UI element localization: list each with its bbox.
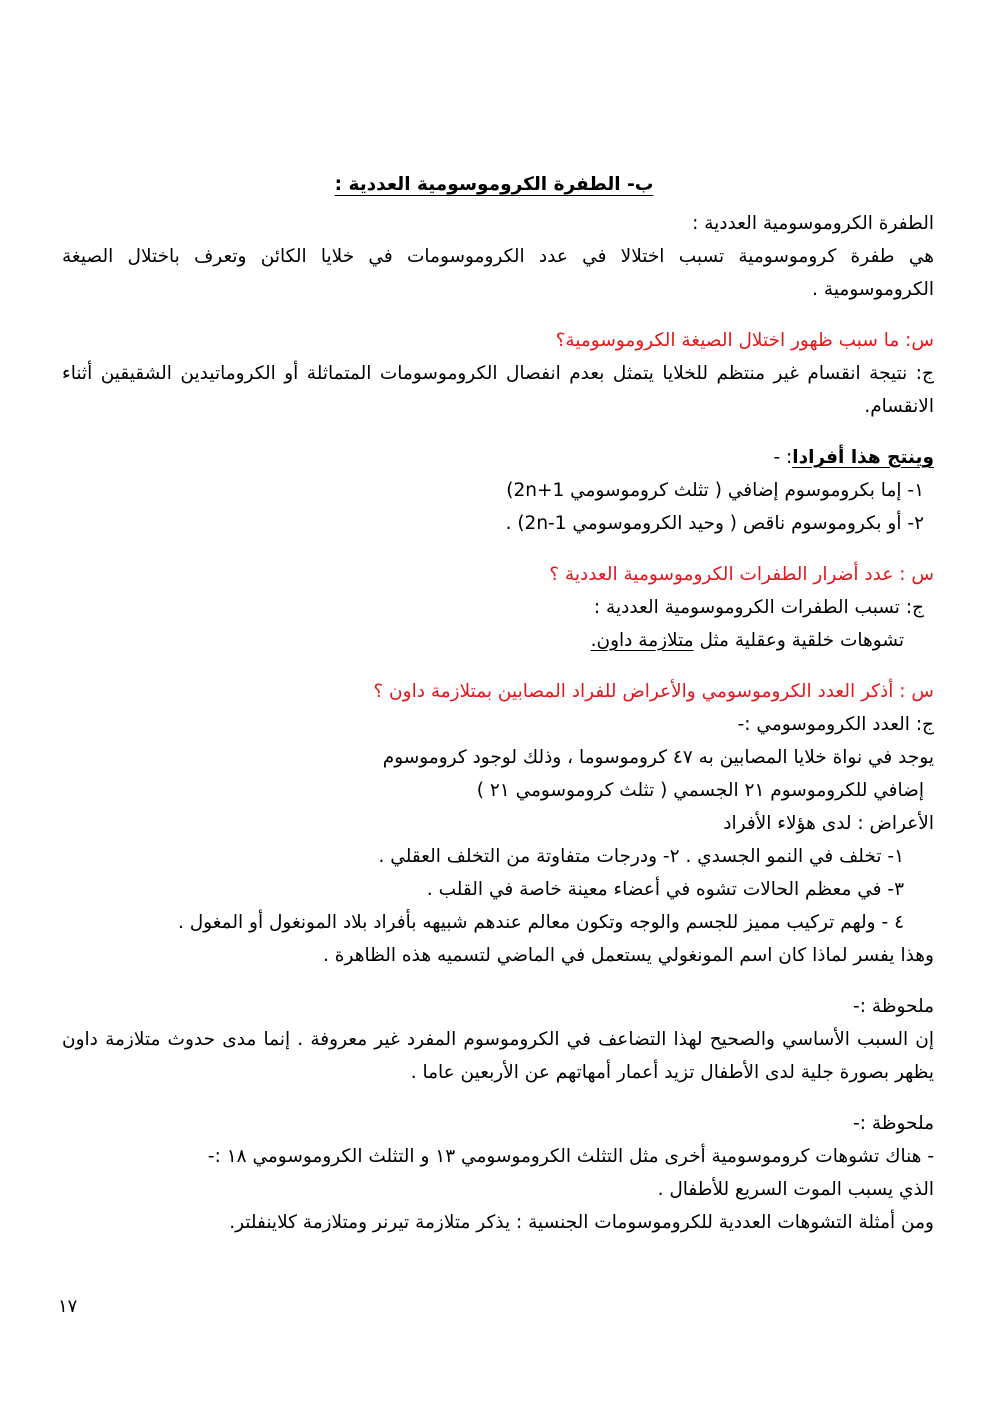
result-heading xyxy=(62,441,934,474)
definition-heading: الطفرة الكروموسومية العددية : xyxy=(692,213,934,234)
result-heading-bold: وينتج هذا أفرادا xyxy=(792,447,934,468)
note-2-line-2: الذي يسبب الموت السريع للأطفال . xyxy=(657,1179,934,1200)
answer-2-intro: ج: تسبب الطفرات الكروموسومية العددية : xyxy=(593,597,924,618)
answer-1: ج: نتيجة انقسام غير منتظم للخلايا يتمثل بعدم انفصال الكروموسومات المتماثلة أو الكروماتيدين الشقيقين أثناء الانقسام. xyxy=(62,363,934,417)
result-heading-rest: : - xyxy=(773,447,793,468)
question-1: س: ما سبب ظهور اختلال الصيغة الكروموسومية؟ xyxy=(555,330,934,351)
answer-3-line-3: الأعراض : لدى هؤلاء الأفراد xyxy=(723,813,934,834)
section-title: ب- الطفرة الكروموسومية العددية : xyxy=(334,174,654,195)
page-number: ١٧ xyxy=(58,1296,78,1317)
answer-2-detail-text: تشوهات خلقية وعقلية مثل xyxy=(693,630,904,651)
note-2-heading: ملحوظة :- xyxy=(853,1113,934,1134)
symptom-2: ٣- في معظم الحالات تشوه في أعضاء معينة خاصة في القلب . xyxy=(426,879,904,900)
result-item-1: ١- إما بكروموسوم إضافي ( تثلث كروموسومي 2n+1) xyxy=(506,480,924,501)
answer-3-heading: ج: العدد الكروموسومي :- xyxy=(737,714,934,735)
answer-2-detail xyxy=(62,624,934,657)
result-item-2: ٢- أو بكروموسوم ناقص ( وحيد الكروموسومي 2n-1) . xyxy=(505,513,924,534)
page-content xyxy=(62,168,934,1239)
note-1-text: إن السبب الأساسي والصحيح لهذا التضاعف في الكروموسوم المفرد غير معروفة . إنما مدى حدوث متلازمة داون يظهر بصورة جلية لدى الأطفال تزيد أعمار أمهاتهم عن الأربعين عاما . xyxy=(62,1029,934,1083)
note-1-heading: ملحوظة :- xyxy=(853,996,934,1017)
question-3: س : أذكر العدد الكروموسومي والأعراض للفراد المصابين بمتلازمة داون ؟ xyxy=(373,681,934,702)
answer-3-closing: وهذا يفسر لماذا كان اسم المونغولي يستعمل في الماضي لتسميه هذه الظاهرة . xyxy=(323,945,934,966)
question-2: س : عدد أضرار الطفرات الكروموسومية العددية ؟ xyxy=(549,564,934,585)
symptom-1: ١- تخلف في النمو الجسدي . ٢- ودرجات متفاوتة من التخلف العقلي . xyxy=(378,846,904,867)
note-2-line-3: ومن أمثلة التشوهات العددية للكروموسومات الجنسية : يذكر متلازمة تيرنر ومتلازمة كلاينفلتر. xyxy=(229,1212,934,1233)
answer-3-line-2: إضافي للكروموسوم ٢١ الجسمي ( تثلث كروموسومي ٢١ ) xyxy=(476,780,924,801)
down-syndrome-link: متلازمة داون. xyxy=(590,630,694,651)
definition-text: هي طفرة كروموسومية تسبب اختلالا في عدد الكروموسومات في خلايا الكائن وتعرف باختلال الصيغة الكروموسومية . xyxy=(62,246,934,300)
symptom-3: ٤ - ولهم تركيب مميز للجسم والوجه وتكون معالم عندهم شبيهه بأفراد بلاد المونغول أو المغول . xyxy=(177,912,904,933)
note-2-line-1: - هناك تشوهات كروموسومية أخرى مثل التثلث الكروموسومي ١٣ و التثلث الكروموسومي ١٨ :- xyxy=(207,1146,934,1167)
answer-3-line-1: يوجد في نواة خلايا المصابين به ٤٧ كروموسوما ، وذلك لوجود كروموسوم xyxy=(382,747,934,768)
